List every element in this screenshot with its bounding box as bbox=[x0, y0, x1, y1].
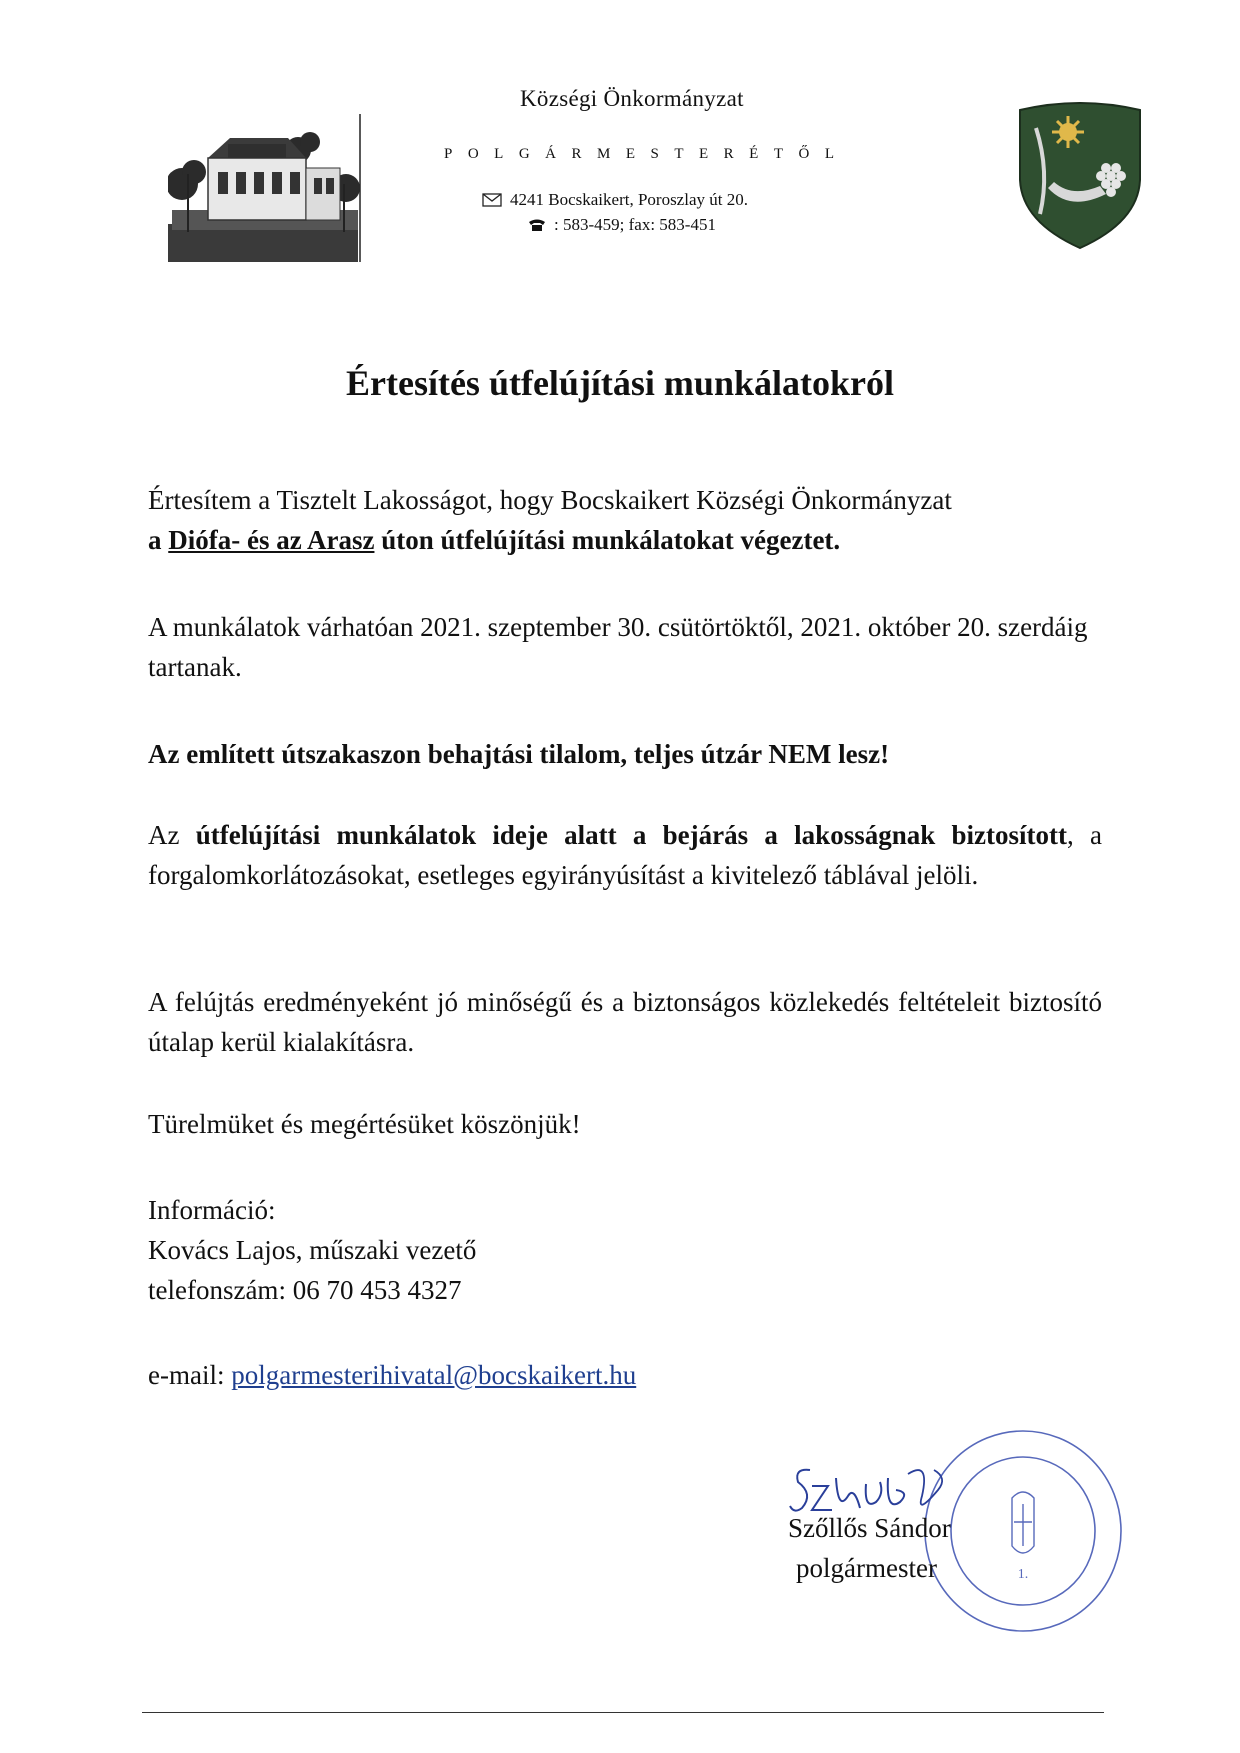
envelope-icon bbox=[482, 192, 502, 212]
document-title: Értesítés útfelújítási munkálatokról bbox=[346, 363, 894, 403]
access-bold: útfelújítási munkálatok ideje alatt a bejárás a lakosságnak biztosított bbox=[195, 820, 1067, 850]
signatory-name: Szőllős Sándor bbox=[788, 1513, 951, 1543]
paragraph-schedule: A munkálatok várhatóan 2021. szeptember 30. csütörtöktől, 2021. október 20. szerdáig tartanak. bbox=[148, 612, 1088, 682]
signatory-role: polgármester bbox=[796, 1553, 937, 1583]
paragraph-thanks: Türelmüket és megértésüket köszönjük! bbox=[148, 1109, 581, 1139]
info-block bbox=[148, 1190, 1102, 1310]
email-label: e-mail: bbox=[148, 1360, 232, 1390]
info-label: Információ: bbox=[148, 1195, 276, 1225]
street-names: Diófa- és az Arasz bbox=[168, 525, 375, 555]
email-line bbox=[148, 1355, 1102, 1395]
stamp-number: 1. bbox=[1017, 1567, 1029, 1582]
phone-fax-text: : 583-459; fax: 583-451 bbox=[554, 215, 716, 234]
paragraph-announcement bbox=[148, 480, 1102, 560]
footer-divider bbox=[142, 1712, 1104, 1713]
telephone-icon bbox=[528, 217, 546, 237]
access-prefix: Az bbox=[148, 820, 196, 850]
organization-name: Községi Önkormányzat bbox=[520, 86, 744, 111]
coat-of-arms bbox=[1010, 102, 1150, 252]
announcement-prefix: a bbox=[148, 525, 169, 555]
paragraph-result: A felújtás eredményeként jó minőségű és a biztonságos közlekedés feltételeit biztosító útalap kerül kialakításra. bbox=[148, 987, 1102, 1057]
announcement-line-2 bbox=[148, 520, 1102, 560]
office-heading: POLGÁRMESTERÉTŐL bbox=[444, 146, 850, 162]
paragraph-access bbox=[148, 815, 1102, 895]
signature-block bbox=[788, 1508, 951, 1588]
info-contact-name: Kovács Lajos, műszaki vezető bbox=[148, 1235, 477, 1265]
access-suffix: , a forgalomkorlátozásokat, esetleges egyirányúsítást a kivitelező táblával jelöli. bbox=[148, 820, 1103, 890]
info-phone: telefonszám: 06 70 453 4327 bbox=[148, 1275, 462, 1305]
email-link[interactable]: polgarmesterihivatal@bocskaikert.hu bbox=[231, 1360, 637, 1390]
announcement-line-1: Értesítem a Tisztelt Lakosságot, hogy Bocskaikert Községi Önkormányzat bbox=[148, 485, 952, 515]
address-line bbox=[482, 190, 748, 212]
town-hall-photo bbox=[168, 114, 364, 262]
paragraph-no-closure: Az említett útszakaszon behajtási tilalom, teljes útzár NEM lesz! bbox=[148, 739, 890, 769]
phone-line bbox=[528, 215, 716, 237]
address-text: 4241 Bocskaikert, Poroszlay út 20. bbox=[510, 190, 748, 209]
announcement-suffix: úton útfelújítási munkálatokat végeztet. bbox=[374, 525, 841, 555]
